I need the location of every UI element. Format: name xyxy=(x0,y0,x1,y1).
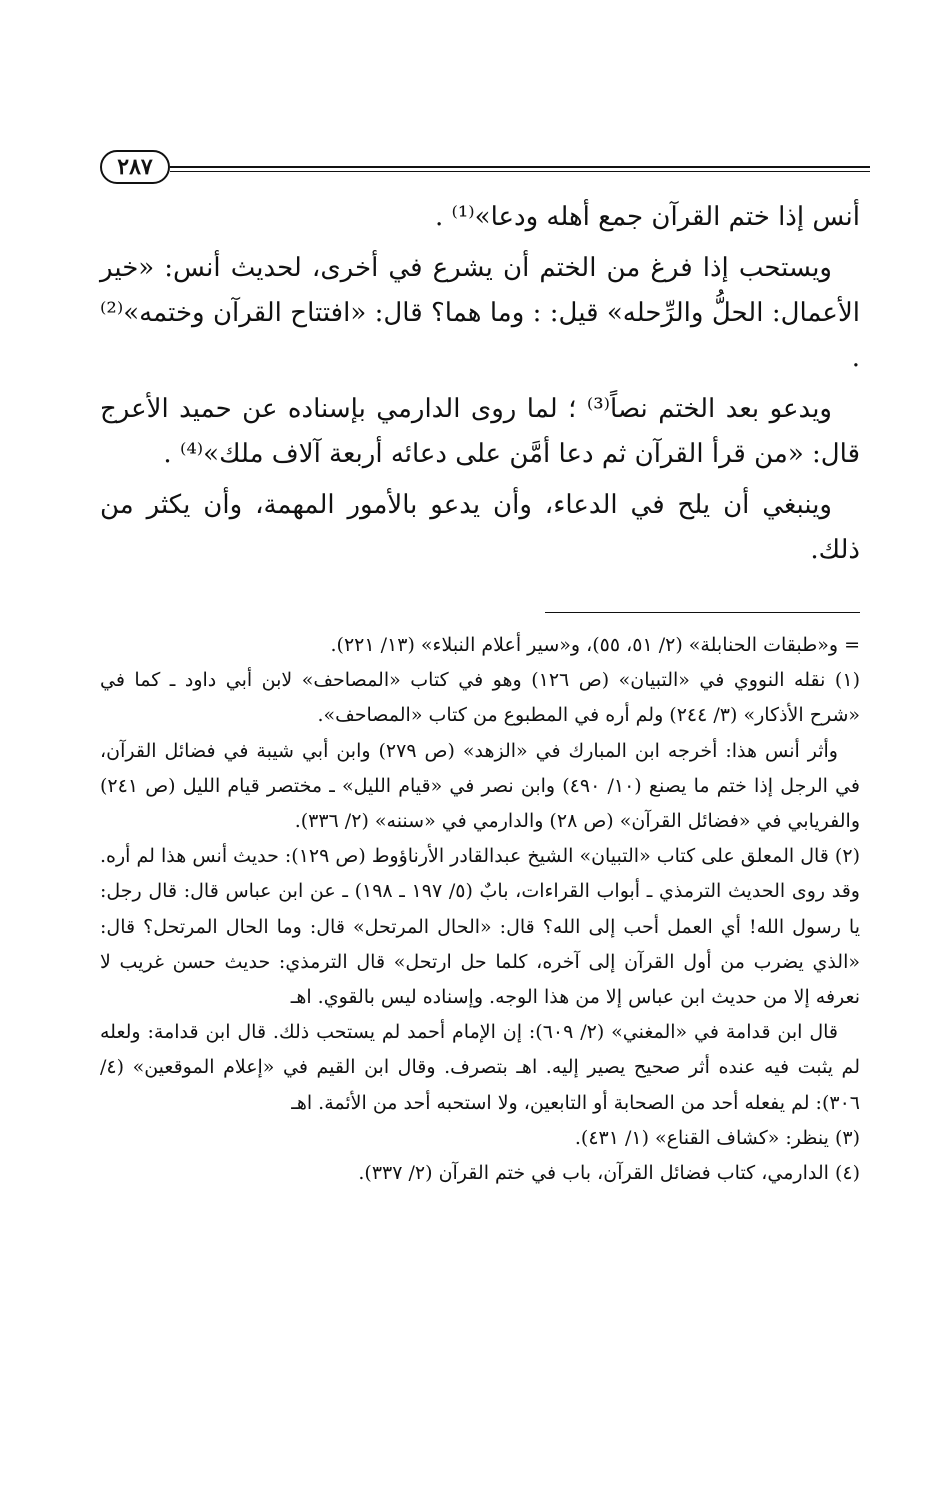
footnote-continuation: = و«طبقات الحنابلة» (٢/ ٥١، ٥٥)، و«سير أعلام النبلاء» (١٣/ ٢٢١). xyxy=(330,634,860,656)
footnote-1-continued: وأثر أنس هذا: أخرجه ابن المبارك في «الزهد» (ص ٢٧٩) وابن أبي شيبة في فضائل القرآن، في الرجل إذا ختم ما يصنع (١٠/ ٤٩٠) وابن نصر في «قيام الليل» ـ مختصر قيام الليل (ص ٢٤١) والفريابي في «فضائل القرآن» (ص ٢٨) والدارمي في «سننه» (٢/ ٣٣٦). xyxy=(100,739,860,833)
page-number: ٢٨٧ xyxy=(100,150,170,184)
main-paragraph-3: ويدعو بعد الختم نصاً⁽³⁾ ؛ لما روى الدارمي بإسناده عن حميد الأعرج قال: «من قرأ القرآن ثم دعا أمَّن على دعائه أربعة آلاف ملك»⁽⁴⁾ . xyxy=(100,394,860,469)
footnotes xyxy=(100,628,860,1191)
main-text xyxy=(100,195,860,579)
main-paragraph-4: وينبغي أن يلح في الدعاء، وأن يدعو بالأمور المهمة، وأن يكثر من ذلك. xyxy=(100,490,860,565)
footnote-2-continued: قال ابن قدامة في «المغني» (٢/ ٦٠٩): إن الإمام أحمد لم يستحب ذلك. قال ابن قدامة: ولعله لم يثبت فيه عنده أثر صحيح يصير إليه. اهـ بتصرف. وقال ابن القيم في «إعلام الموقعين» (٤/ ٣٠٦): لم يفعله أحد من الصحابة أو التابعين، ولا استحبه أحد من الأئمة. اهـ xyxy=(100,1021,860,1114)
page-header xyxy=(100,150,870,190)
main-paragraph-1: أنس إذا ختم القرآن جمع أهله ودعا»⁽¹⁾ . xyxy=(434,202,860,232)
footnote-4: (٤) الدارمي، كتاب فضائل القرآن، باب في ختم القرآن (٢/ ٣٣٧). xyxy=(358,1162,860,1185)
header-rule xyxy=(170,166,870,172)
footnote-3: (٣) ينظر: «كشاف القناع» (١/ ٤٣١). xyxy=(574,1126,860,1149)
footnote-2: (٢) قال المعلق على كتاب «التبيان» الشيخ عبدالقادر الأرناؤوط (ص ١٢٩): حديث أنس هذا لم أره. وقد روى الحديث الترمذي ـ أبواب القراءات، بابٌ (٥/ ١٩٧ ـ ١٩٨) ـ عن ابن عباس قال: قال رجل: يا رسول الله! أي العمل أحب إلى الله؟ قال: «الحال المرتحل» قال: وما الحال المرتحل؟ قال: «الذي يضرب من أول القرآن إلى آخره، كلما حل ارتحل» قال الترمذي: حديث حسن غريب لا نعرفه إلا من حديث ابن عباس إلا من هذا الوجه. وإسناده ليس بالقوي. اهـ xyxy=(100,845,860,1009)
footnote-separator xyxy=(545,612,860,613)
footnote-1: (١) نقله النووي في «التبيان» (ص ١٢٦) وهو في كتاب «المصاحف» لابن أبي داود ـ كما في «شرح الأذكار» (٣/ ٢٤٤) ولم أره في المطبوع من كتاب «المصاحف». xyxy=(100,669,860,727)
main-paragraph-2: ويستحب إذا فرغ من الختم أن يشرع في أخرى، لحديث أنس: «خير الأعمال: الحلُّ والرِّحله» قيل: : وما هما؟ قال: «افتتاح القرآن وختمه»⁽²⁾ . xyxy=(100,253,860,373)
